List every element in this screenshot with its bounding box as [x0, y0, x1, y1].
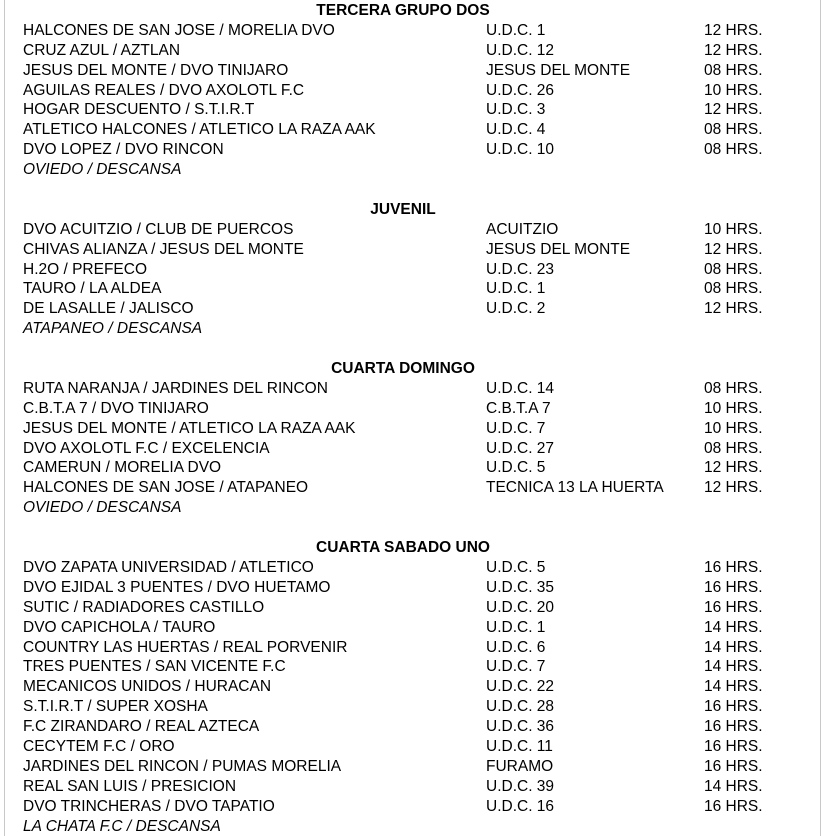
match-teams: RUTA NARANJA / JARDINES DEL RINCON [23, 379, 328, 397]
match-venue: U.D.C. 6 [486, 638, 546, 656]
match-row [23, 458, 813, 478]
rest-team-note: OVIEDO / DESCANSA [23, 161, 182, 179]
page-border-left [4, 0, 5, 836]
match-time: 16 HRS. [704, 797, 763, 815]
match-teams: CRUZ AZUL / AZTLAN [23, 41, 181, 59]
match-row [23, 478, 813, 498]
match-time: 08 HRS. [704, 141, 763, 159]
match-venue: U.D.C. 11 [486, 737, 553, 755]
match-teams: DVO ACUITZIO / CLUB DE PUERCOS [23, 220, 294, 238]
match-row [23, 140, 813, 160]
match-teams: JESUS DEL MONTE / ATLETICO LA RAZA AAK [23, 419, 356, 437]
page-border-right [820, 0, 821, 836]
match-row [23, 657, 813, 677]
match-teams: F.C ZIRANDARO / REAL AZTECA [23, 718, 260, 736]
match-teams: DVO LOPEZ / DVO RINCON [23, 141, 224, 159]
match-venue: U.D.C. 14 [486, 379, 555, 397]
match-teams: JARDINES DEL RINCON / PUMAS MORELIA [23, 757, 342, 775]
match-venue: U.D.C. 28 [486, 698, 555, 716]
match-time: 16 HRS. [704, 698, 763, 716]
match-row [23, 61, 813, 81]
match-time: 16 HRS. [704, 718, 763, 736]
match-row [23, 21, 813, 41]
match-teams: HALCONES DE SAN JOSE / ATAPANEO [23, 479, 309, 497]
match-teams: DVO CAPICHOLA / TAURO [23, 618, 216, 636]
match-row [23, 558, 813, 578]
match-venue: U.D.C. 36 [486, 718, 555, 736]
schedule-content [23, 1, 813, 836]
match-teams: DVO AXOLOTL F.C / EXCELENCIA [23, 439, 270, 457]
match-teams: DVO TRINCHERAS / DVO TAPATIO [23, 797, 275, 815]
match-time: 16 HRS. [704, 558, 763, 576]
match-venue: U.D.C. 35 [486, 578, 555, 596]
match-row [23, 638, 813, 658]
match-time: 12 HRS. [704, 459, 763, 477]
match-time: 12 HRS. [704, 41, 763, 59]
section-title: JUVENIL [370, 200, 436, 218]
match-venue: U.D.C. 1 [486, 618, 546, 636]
match-time: 12 HRS. [704, 479, 763, 497]
match-row [23, 419, 813, 439]
match-time: 16 HRS. [704, 598, 763, 616]
match-venue: U.D.C. 39 [486, 777, 555, 795]
match-teams: MECANICOS UNIDOS / HURACAN [23, 678, 272, 696]
match-venue: U.D.C. 7 [486, 419, 546, 437]
match-row [23, 757, 813, 777]
match-teams: S.T.I.R.T / SUPER XOSHA [23, 698, 208, 716]
match-row [23, 797, 813, 817]
match-teams: DVO EJIDAL 3 PUENTES / DVO HUETAMO [23, 578, 331, 596]
match-venue: U.D.C. 3 [486, 101, 546, 119]
schedule-section [23, 1, 813, 180]
match-venue: TECNICA 13 LA HUERTA [486, 479, 664, 497]
match-time: 14 HRS. [704, 678, 763, 696]
match-time: 14 HRS. [704, 658, 763, 676]
match-venue: U.D.C. 4 [486, 121, 546, 139]
match-time: 14 HRS. [704, 638, 763, 656]
rest-team-note: LA CHATA F.C / DESCANSA [23, 817, 221, 835]
match-teams: COUNTRY LAS HUERTAS / REAL PORVENIR [23, 638, 348, 656]
match-venue: U.D.C. 12 [486, 41, 555, 59]
match-venue: U.D.C. 22 [486, 678, 555, 696]
match-row [23, 399, 813, 419]
match-row [23, 737, 813, 757]
match-row [23, 618, 813, 638]
match-teams: C.B.T.A 7 / DVO TINIJARO [23, 399, 209, 417]
match-teams: DVO ZAPATA UNIVERSIDAD / ATLETICO [23, 558, 314, 576]
section-title: TERCERA GRUPO DOS [316, 2, 490, 19]
schedule-section [23, 359, 813, 518]
match-venue: U.D.C. 7 [486, 658, 546, 676]
match-venue: FURAMO [486, 757, 554, 775]
match-time: 16 HRS. [704, 757, 763, 775]
match-teams: H.2O / PREFECO [23, 260, 148, 278]
match-teams: ATLETICO HALCONES / ATLETICO LA RAZA AAK [23, 121, 376, 139]
match-time: 16 HRS. [704, 737, 763, 755]
match-row [23, 240, 813, 260]
rest-team-note: OVIEDO / DESCANSA [23, 499, 182, 517]
match-time: 12 HRS. [704, 21, 763, 39]
match-row [23, 260, 813, 280]
section-title: CUARTA SABADO UNO [316, 539, 490, 557]
match-venue: U.D.C. 16 [486, 797, 555, 815]
section-title: CUARTA DOMINGO [331, 360, 475, 378]
match-time: 10 HRS. [704, 419, 763, 437]
match-venue: U.D.C. 5 [486, 558, 546, 576]
match-teams: CECYTEM F.C / ORO [23, 737, 175, 755]
match-time: 12 HRS. [704, 101, 763, 119]
match-time: 08 HRS. [704, 439, 763, 457]
match-time: 12 HRS. [704, 240, 763, 258]
match-venue: U.D.C. 5 [486, 459, 546, 477]
match-time: 08 HRS. [704, 260, 763, 278]
match-venue: U.D.C. 2 [486, 300, 546, 318]
match-time: 14 HRS. [704, 777, 763, 795]
match-venue: C.B.T.A 7 [486, 399, 551, 417]
match-venue: U.D.C. 27 [486, 439, 555, 457]
match-row [23, 279, 813, 299]
match-teams: AGUILAS REALES / DVO AXOLOTL F.C [23, 81, 305, 99]
match-time: 10 HRS. [704, 220, 763, 238]
match-venue: U.D.C. 26 [486, 81, 555, 99]
match-time: 12 HRS. [704, 300, 763, 318]
match-row [23, 41, 813, 61]
match-row [23, 299, 813, 319]
match-row [23, 439, 813, 459]
match-time: 08 HRS. [704, 280, 763, 298]
match-row [23, 578, 813, 598]
schedule-section [23, 200, 813, 339]
match-row [23, 379, 813, 399]
section-spacer [23, 180, 813, 200]
match-venue: U.D.C. 20 [486, 598, 555, 616]
match-time: 10 HRS. [704, 399, 763, 417]
match-venue: U.D.C. 1 [486, 280, 546, 298]
match-venue: JESUS DEL MONTE [486, 61, 631, 79]
match-teams: HALCONES DE SAN JOSE / MORELIA DVO [23, 21, 335, 39]
match-row [23, 81, 813, 101]
match-teams: HOGAR DESCUENTO / S.T.I.R.T [23, 101, 255, 119]
match-teams: CHIVAS ALIANZA / JESUS DEL MONTE [23, 240, 304, 258]
match-row [23, 777, 813, 797]
section-spacer [23, 518, 813, 538]
match-row [23, 100, 813, 120]
match-venue: U.D.C. 10 [486, 141, 555, 159]
match-teams: SUTIC / RADIADORES CASTILLO [23, 598, 265, 616]
match-row [23, 677, 813, 697]
match-venue: U.D.C. 1 [486, 21, 546, 39]
match-time: 14 HRS. [704, 618, 763, 636]
match-time: 08 HRS. [704, 61, 763, 79]
match-row [23, 220, 813, 240]
match-time: 08 HRS. [704, 121, 763, 139]
match-teams: JESUS DEL MONTE / DVO TINIJARO [23, 61, 289, 79]
match-venue: U.D.C. 23 [486, 260, 555, 278]
match-teams: REAL SAN LUIS / PRESICION [23, 777, 237, 795]
match-venue: JESUS DEL MONTE [486, 240, 631, 258]
match-row [23, 717, 813, 737]
match-teams: CAMERUN / MORELIA DVO [23, 459, 222, 477]
match-time: 08 HRS. [704, 379, 763, 397]
match-teams: TAURO / LA ALDEA [23, 280, 162, 298]
match-row [23, 598, 813, 618]
match-row [23, 697, 813, 717]
match-row [23, 120, 813, 140]
schedule-section [23, 538, 813, 836]
match-teams: DE LASALLE / JALISCO [23, 300, 194, 318]
match-time: 16 HRS. [704, 578, 763, 596]
section-spacer [23, 339, 813, 359]
rest-team-note: ATAPANEO / DESCANSA [23, 320, 203, 338]
match-venue: ACUITZIO [486, 220, 559, 238]
match-teams: TRES PUENTES / SAN VICENTE F.C [23, 658, 286, 676]
match-time: 10 HRS. [704, 81, 763, 99]
